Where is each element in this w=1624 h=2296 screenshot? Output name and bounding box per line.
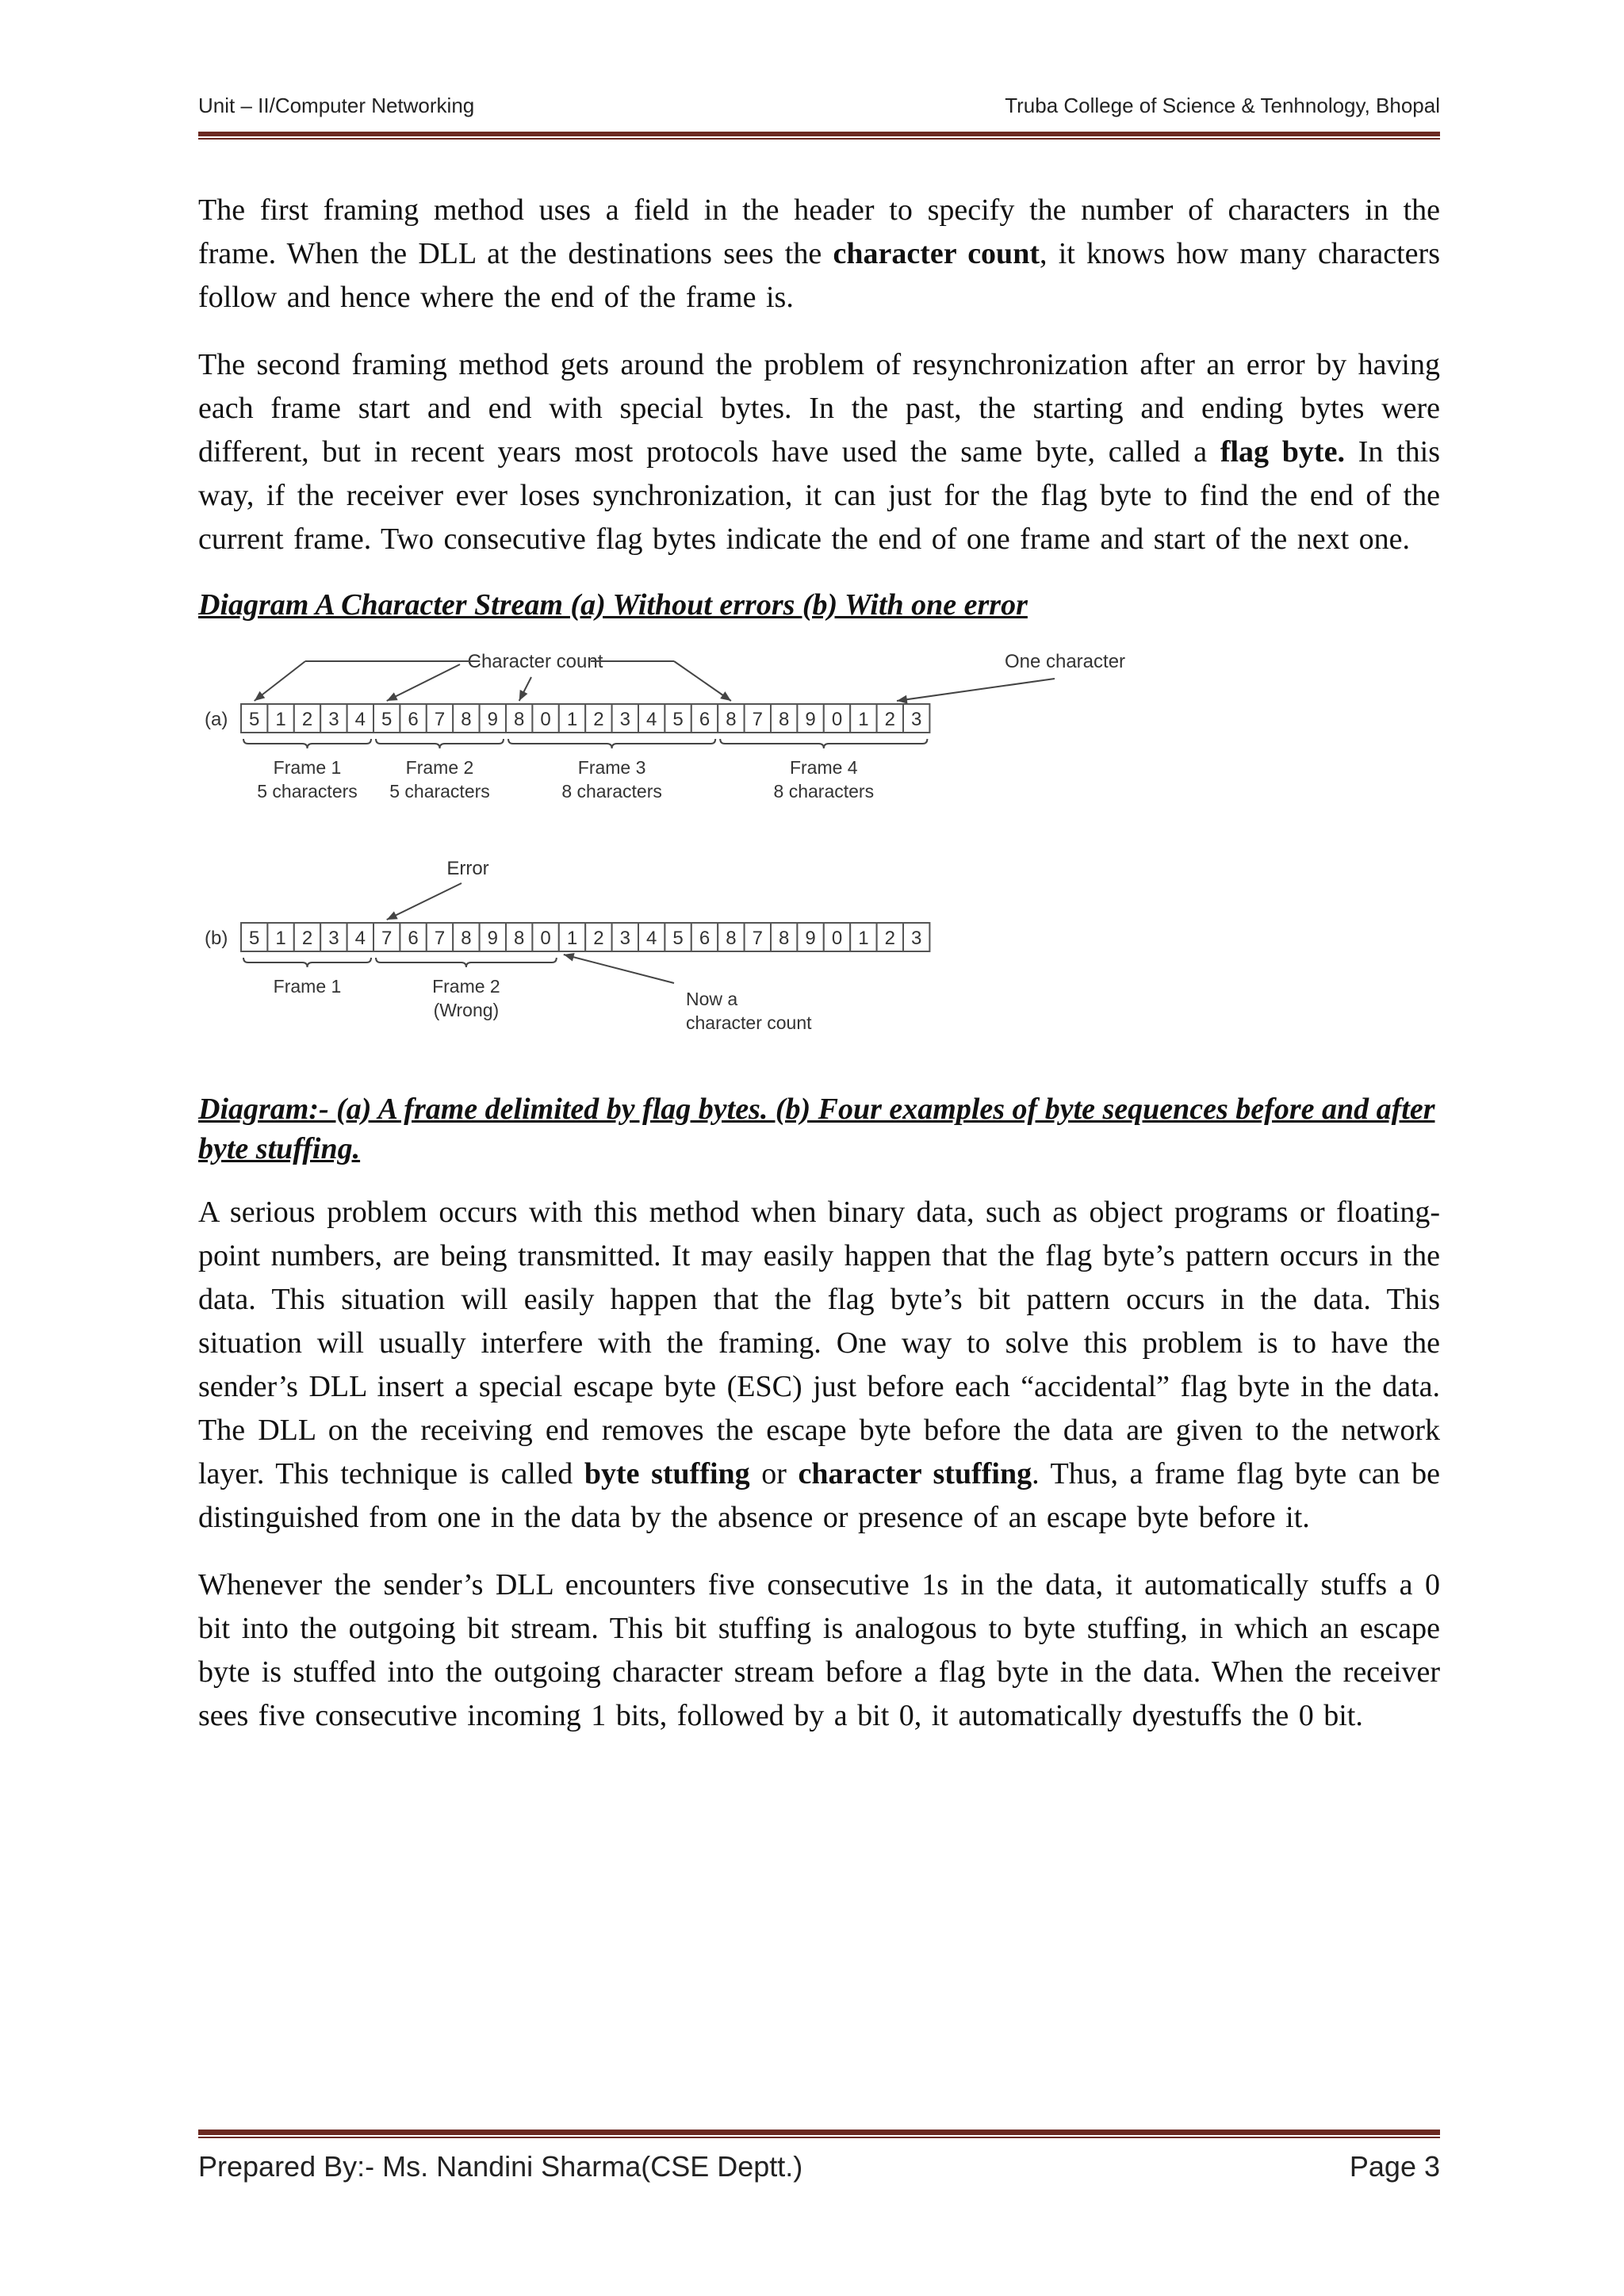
count-arrow-frame4-head xyxy=(720,691,731,701)
row-b-cell-value: 1 xyxy=(566,928,578,949)
frame-4-size: 8 characters xyxy=(773,781,875,802)
frame-3-name: Frame 3 xyxy=(577,757,646,778)
frame-brace-1 xyxy=(243,739,371,748)
frame-brace-3 xyxy=(508,739,715,748)
row-b-frame1-name: Frame 1 xyxy=(273,976,342,997)
row-b-cell-value: 9 xyxy=(805,928,816,949)
one-character-label: One character xyxy=(1004,651,1126,672)
caption-diagram-b: Diagram:- (a) A frame delimited by flag bytes. (b) Four examples of byte sequences before and after byte stuffing. xyxy=(198,1093,1435,1165)
now-a-label: Now a xyxy=(686,989,738,1009)
frame-1-name: Frame 1 xyxy=(273,757,342,778)
row-a-cell-value: 5 xyxy=(249,709,260,730)
row-a-cell-value: 2 xyxy=(884,709,895,730)
row-b-cell-value: 7 xyxy=(752,928,763,949)
p3-text-e: . Thus, a frame flag byte can be distinguished from one in the data by the absence or presence of an escape byte before it. xyxy=(198,1457,1440,1534)
row-a-cell-value: 6 xyxy=(699,709,710,730)
frame-1-size: 5 characters xyxy=(257,781,358,802)
count-arrow-frame2 xyxy=(387,664,460,701)
row-a-cell-value: 9 xyxy=(487,709,498,730)
frame-2-size: 5 characters xyxy=(389,781,490,802)
row-b-frame2-note: (Wrong) xyxy=(433,1000,500,1020)
count-arrow-frame1-head xyxy=(255,691,266,701)
row-b-cell-value: 8 xyxy=(726,928,737,949)
row-a-cell-value: 7 xyxy=(752,709,763,730)
footer-page-number: Page 3 xyxy=(1349,2150,1440,2183)
row-a-cell-value: 2 xyxy=(593,709,604,730)
caption-diagram-a: Diagram A Character Stream (a) Without errors (b) With one error xyxy=(198,588,1028,622)
frame-brace-4 xyxy=(720,739,927,748)
row-a-cell-value: 1 xyxy=(275,709,286,730)
frame1-wrong-brace xyxy=(243,958,371,967)
error-label: Error xyxy=(446,858,489,879)
row-b-cell-value: 4 xyxy=(354,928,366,949)
p1-text-a: The first framing method uses a field in the header to specify the number of characters in the frame. When the DLL at the destinations sees the xyxy=(198,193,1440,270)
row-a-cell-value: 8 xyxy=(461,709,472,730)
footer-author: Prepared By:- Ms. Nandini Sharma(CSE Deptt.) xyxy=(198,2150,803,2183)
row-b-cell-value: 1 xyxy=(858,928,869,949)
row-b-cell-value: 3 xyxy=(619,928,630,949)
character-count-label: Character count xyxy=(467,651,603,672)
row-b-cell-value: 8 xyxy=(514,928,525,949)
row-a-cell-value: 9 xyxy=(805,709,816,730)
p3-text-c: or xyxy=(749,1457,799,1490)
one-character-arrow xyxy=(897,679,1055,701)
one-character-arrow-head xyxy=(897,695,908,704)
row-a-cell-value: 0 xyxy=(831,709,843,730)
row-a-cell-value: 3 xyxy=(911,709,922,730)
row-b-cell-value: 7 xyxy=(381,928,393,949)
row-a-cell-value: 4 xyxy=(354,709,366,730)
row-b-cell-value: 9 xyxy=(487,928,498,949)
row-a-cell-value: 8 xyxy=(726,709,737,730)
header-course: Unit – II/Computer Networking xyxy=(198,94,475,117)
paragraph-byte-stuffing xyxy=(198,1191,1440,1540)
p1-text-c: , it knows how many characters follow and hence where the end of the frame is. xyxy=(198,237,1440,314)
count-arrow-frame4 xyxy=(674,661,731,701)
row-a-cell-value: 3 xyxy=(619,709,630,730)
row-b-cell-value: 8 xyxy=(779,928,790,949)
frame-4-name: Frame 4 xyxy=(789,757,858,778)
paragraph-flag-byte xyxy=(198,343,1440,561)
p1-term-character-count: character count xyxy=(833,237,1040,270)
row-a-cell-value: 1 xyxy=(858,709,869,730)
error-arrow xyxy=(387,883,462,920)
row-a-cell-value: 2 xyxy=(301,709,313,730)
p3-term-character-stuffing: character stuffing xyxy=(798,1457,1032,1490)
frame2-wrong-brace xyxy=(376,958,557,967)
row-b-cell-value: 7 xyxy=(434,928,446,949)
now-count-arrow xyxy=(564,955,674,983)
row-a-cell-value: 3 xyxy=(328,709,339,730)
row-b-cell-value: 3 xyxy=(328,928,339,949)
footer-rule xyxy=(198,2130,1440,2139)
row-a-cell-value: 5 xyxy=(672,709,684,730)
page-content xyxy=(198,189,1440,1762)
header-college: Truba College of Science & Tenhnology, Bhopal xyxy=(1005,94,1440,117)
row-b-cell-value: 2 xyxy=(884,928,895,949)
row-b-cell-value: 4 xyxy=(646,928,657,949)
paragraph-character-count xyxy=(198,189,1440,320)
row-a-cell-value: 0 xyxy=(540,709,551,730)
row-a-cell-value: 8 xyxy=(779,709,790,730)
row-b-cell-value: 3 xyxy=(911,928,922,949)
row-b-cell-value: 2 xyxy=(593,928,604,949)
p2-text-c: In this way, if the receiver ever loses synchronization, it can just for the flag byte to find the end of the current frame. Two consecutive flag bytes indicate the end of one frame and start of the next one. xyxy=(198,435,1440,556)
character-stream-svg xyxy=(198,647,1440,1067)
row-a-cell-value: 8 xyxy=(514,709,525,730)
row-b-cell-value: 5 xyxy=(672,928,684,949)
row-a-label: (a) xyxy=(205,709,228,730)
character-count-note-label: character count xyxy=(686,1012,812,1033)
row-b-frame2-name: Frame 2 xyxy=(432,976,500,997)
header-rule xyxy=(198,132,1440,140)
row-b-cell-value: 6 xyxy=(408,928,419,949)
paragraph-bit-stuffing: Whenever the sender’s DLL encounters five consecutive 1s in the data, it automatically stuffs a 0 bit into the outgoing bit stream. This bit stuffing is analogous to byte stuffing, in which an escape byte is stuffed into the outgoing character stream before a flag byte in the data. When the receiver sees five consecutive incoming 1 bits, followed by a bit 0, it automatically dyestuffs the 0 bit. xyxy=(198,1568,1440,1732)
frame-2-name: Frame 2 xyxy=(405,757,474,778)
row-b-cell-value: 5 xyxy=(249,928,260,949)
row-a-cell-value: 1 xyxy=(566,709,578,730)
frame-3-size: 8 characters xyxy=(561,781,662,802)
row-b-cell-value: 2 xyxy=(301,928,313,949)
row-a-cell-value: 6 xyxy=(408,709,419,730)
row-b-cell-value: 0 xyxy=(831,928,843,949)
p3-term-byte-stuffing: byte stuffing xyxy=(584,1457,750,1490)
row-b-cell-value: 8 xyxy=(461,928,472,949)
p2-term-flag-byte: flag byte. xyxy=(1220,435,1345,469)
row-b-cell-value: 1 xyxy=(275,928,286,949)
p2-text-a: The second framing method gets around the problem of resynchronization after an error by having each frame start and end with special bytes. In the past, the starting and ending bytes were different, but in recent years most protocols have used the same byte, called a xyxy=(198,348,1440,469)
character-stream-diagram xyxy=(198,647,1440,1067)
row-a-cell-value: 5 xyxy=(381,709,393,730)
row-b-cell-value: 0 xyxy=(540,928,551,949)
p3-text-a: A serious problem occurs with this method when binary data, such as object programs or floating-point numbers, are being transmitted. It may easily happen that the flag byte’s pattern occurs in the data. This situation will easily happen that the flag byte’s bit pattern occurs in the data. This situation will usually interfere with the framing. One way to solve this problem is to have the sender’s DLL insert a special escape byte (ESC) just before each “accidental” flag byte in the data. The DLL on the receiving end removes the escape byte before the data are given to the network layer. This technique is called xyxy=(198,1196,1440,1490)
row-a-cell-value: 4 xyxy=(646,709,657,730)
row-a-cell-value: 7 xyxy=(434,709,446,730)
row-b-cell-value: 6 xyxy=(699,928,710,949)
frame-brace-2 xyxy=(376,739,504,748)
row-b-label: (b) xyxy=(205,928,228,949)
